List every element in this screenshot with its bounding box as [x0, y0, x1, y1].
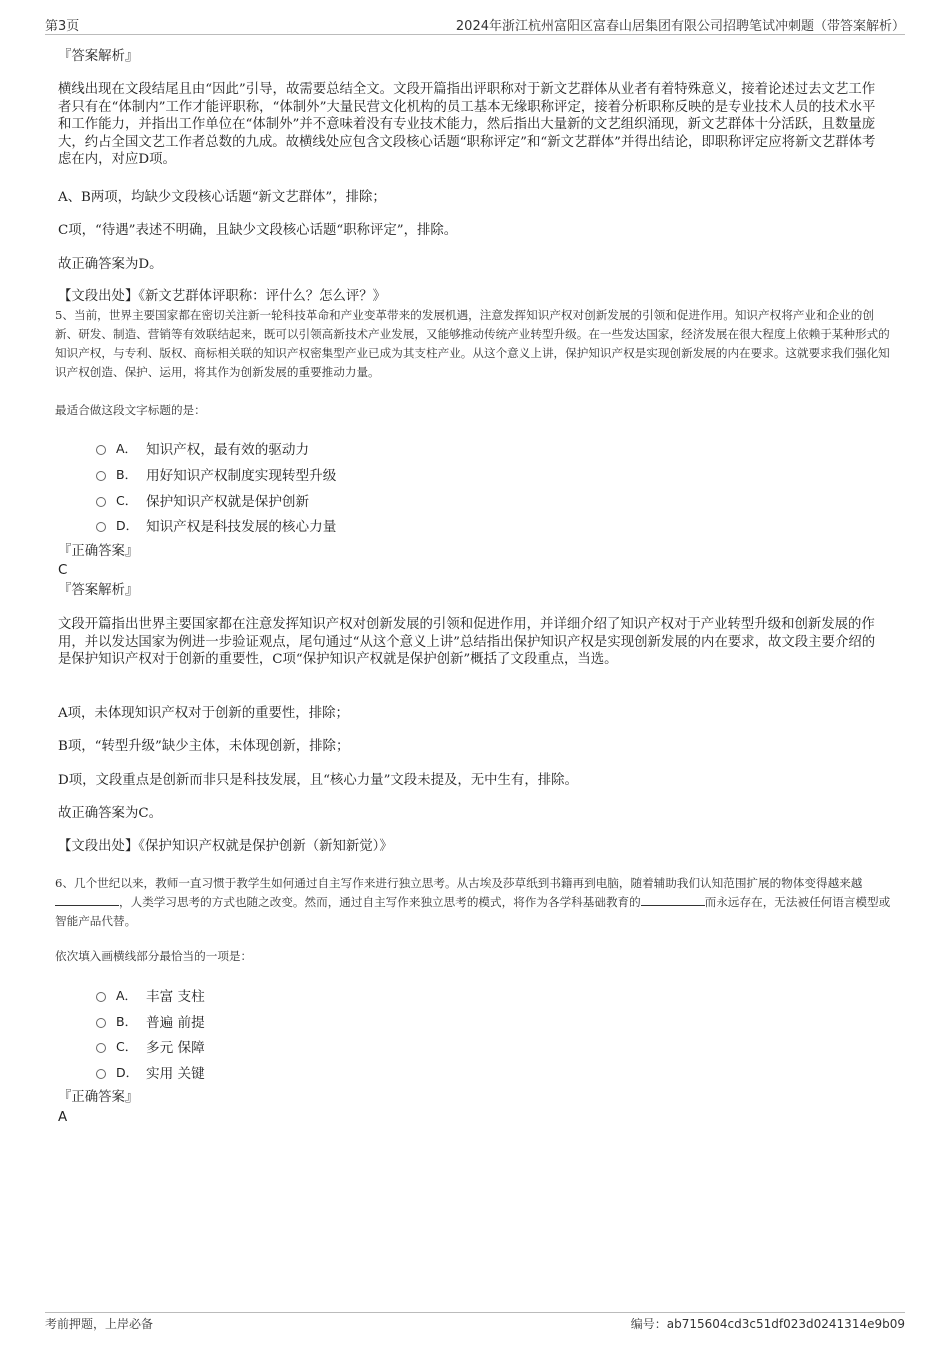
fill-blank-2[interactable]: [641, 893, 705, 906]
option-letter: B．: [116, 1014, 138, 1029]
q6-stem: [55, 874, 895, 931]
q4-source: 【文段出处】《新文艺群体评职称：评什么？怎么评？》: [58, 289, 387, 304]
q5-question: 最适合做这段文字标题的是：: [55, 403, 206, 417]
q4-analysis-text: 横线出现在文段结尾且由“因此”引导，故需要总结全文。文段开篇指出评职称对于新文艺群体从业者有着特殊意义，接着论述过去文艺工作者只有在“体制内”工作才能评职称，“体制外”大量民营文化机构的员工基本无缘职称评定，接着分析职称反映的是专业技术人员的技术水平和工作能力，并指出工作单位在“体制外”并不意味着没有专业技术能力，然后指出大量新的文艺组织涌现，新文艺群体十分活跃，且数量庞大，约占全国文艺工作者总数的九成。故横线处应包含文段核心话题“职称评定”和“新文艺群体”并得出结论，即职称评定应将新文艺群体考虑在内，对应D项。: [58, 82, 876, 167]
q4-analysis-p1: A、B两项，均缺少文段核心话题“新文艺群体”，排除；: [58, 190, 386, 205]
radio-icon[interactable]: [96, 1018, 106, 1028]
radio-icon[interactable]: [96, 497, 106, 507]
option-letter: C．: [116, 493, 138, 508]
q5-answer: C: [58, 563, 68, 578]
q4-analysis-p2: C项，“待遇”表述不明确，且缺少文段核心话题“职称评定”，排除。: [58, 223, 458, 238]
q5-analysis-p4: 故正确答案为C。: [58, 806, 162, 821]
radio-icon[interactable]: [96, 445, 106, 455]
option-text: 用好知识产权制度实现转型升级: [146, 468, 337, 484]
q5-analysis-p3: D项，文段重点是创新而非只是科技发展，且“核心力量”文段未提及，无中生有，排除。: [58, 773, 578, 788]
q6-stem-part-1: 6、几个世纪以来，教师一直习惯于教学生如何通过自主写作来进行独立思考。从古埃及莎草纸到书籍再到电脑，随着辅助我们认知范围扩展的物体变得越来越: [55, 876, 863, 890]
radio-icon[interactable]: [96, 1069, 106, 1079]
option-text: 保护知识产权就是保护创新: [146, 494, 310, 510]
radio-icon[interactable]: [96, 522, 106, 532]
q6-answer-label: 『正确答案』: [58, 1090, 139, 1105]
q5-option-c[interactable]: [96, 490, 309, 510]
q5-analysis-p2: B项，“转型升级”缺少主体，未体现创新，排除；: [58, 739, 350, 754]
page-footer: [45, 1312, 905, 1335]
q5-option-d[interactable]: [96, 515, 336, 535]
q5-analysis-label: 『答案解析』: [58, 583, 139, 598]
q6-question: 依次填入画横线部分最恰当的一项是：: [55, 949, 253, 963]
option-text: 知识产权是科技发展的核心力量: [146, 519, 337, 535]
document-title: 2024年浙江杭州富阳区富春山居集团有限公司招聘笔试冲刺题（带答案解析）: [455, 19, 905, 34]
q6-option-c[interactable]: [96, 1036, 205, 1056]
option-text: 多元 保障: [146, 1040, 205, 1056]
q6-option-d[interactable]: [96, 1062, 205, 1082]
footer-slogan: 考前押题，上岸必备: [45, 1317, 154, 1331]
fill-blank-1[interactable]: [55, 893, 119, 906]
q6-answer: A: [58, 1110, 68, 1125]
page-header: [45, 14, 905, 35]
q6-stem-part-2: ，人类学习思考的方式也随之改变。然而，通过自主写作来独立思考的模式，将作为各学科基础教育的: [119, 895, 641, 909]
option-letter: A．: [116, 441, 138, 456]
q5-option-b[interactable]: [96, 464, 336, 484]
q5-analysis-text: 文段开篇指出世界主要国家都在注意发挥知识产权对创新发展的引领和促进作用，并详细介绍了知识产权对于产业转型升级和创新发展的作用，并以发达国家为例进一步验证观点，尾句通过“从这个意义上讲”总结指出保护知识产权是实现创新发展的内在要求，故文段主要介绍的是保护知识产权对于创新的重要性，C项“保护知识产权就是保护创新”概括了文段重点，当选。: [58, 617, 876, 667]
option-text: 知识产权，最有效的驱动力: [146, 442, 310, 458]
document-id: 编号：ab715604cd3c51df023d0241314e9b09: [630, 1317, 905, 1331]
q5-option-a[interactable]: [96, 438, 309, 458]
q5-source: 【文段出处】《保护知识产权就是保护创新（新知新觉）》: [58, 839, 393, 854]
q4-analysis-label: 『答案解析』: [58, 49, 139, 64]
q4-analysis-p3: 故正确答案为D。: [58, 257, 163, 272]
option-letter: A．: [116, 988, 138, 1003]
q6-option-b[interactable]: [96, 1011, 205, 1031]
option-letter: D．: [116, 1065, 139, 1080]
q5-analysis-p1: A项，未体现知识产权对于创新的重要性，排除；: [58, 706, 349, 721]
radio-icon[interactable]: [96, 1043, 106, 1053]
option-letter: D．: [116, 518, 139, 533]
option-text: 普遍 前提: [146, 1015, 205, 1031]
option-text: 丰富 支柱: [146, 989, 205, 1005]
option-letter: B．: [116, 467, 138, 482]
q6-stem-part-3: 而永远存在，无法被任何语言模型或智能产品代替。: [55, 895, 891, 928]
radio-icon[interactable]: [96, 471, 106, 481]
option-text: 实用 关键: [146, 1066, 205, 1082]
q5-stem: 5、当前，世界主要国家都在密切关注新一轮科技革命和产业变革带来的发展机遇，注意发挥知识产权对创新发展的引领和促进作用。知识产权将产业和企业的创新、研发、制造、营销等有效联结起来，既可以引领高新技术产业发展，又能够推动传统产业转型升级。在一些发达国家，经济发展在很大程度上依赖于某种形式的知识产权，与专利、版权、商标相关联的知识产权密集型产业已成为其支柱产业。从这个意义上讲，保护知识产权是实现创新发展的内在要求。这就要求我们强化知识产权创造、保护、运用，将其作为创新发展的重要推动力量。: [55, 308, 890, 379]
page-number: 第3页: [45, 19, 80, 34]
q5-answer-label: 『正确答案』: [58, 544, 139, 559]
q6-option-a[interactable]: [96, 985, 205, 1005]
option-letter: C．: [116, 1039, 138, 1054]
radio-icon[interactable]: [96, 992, 106, 1002]
